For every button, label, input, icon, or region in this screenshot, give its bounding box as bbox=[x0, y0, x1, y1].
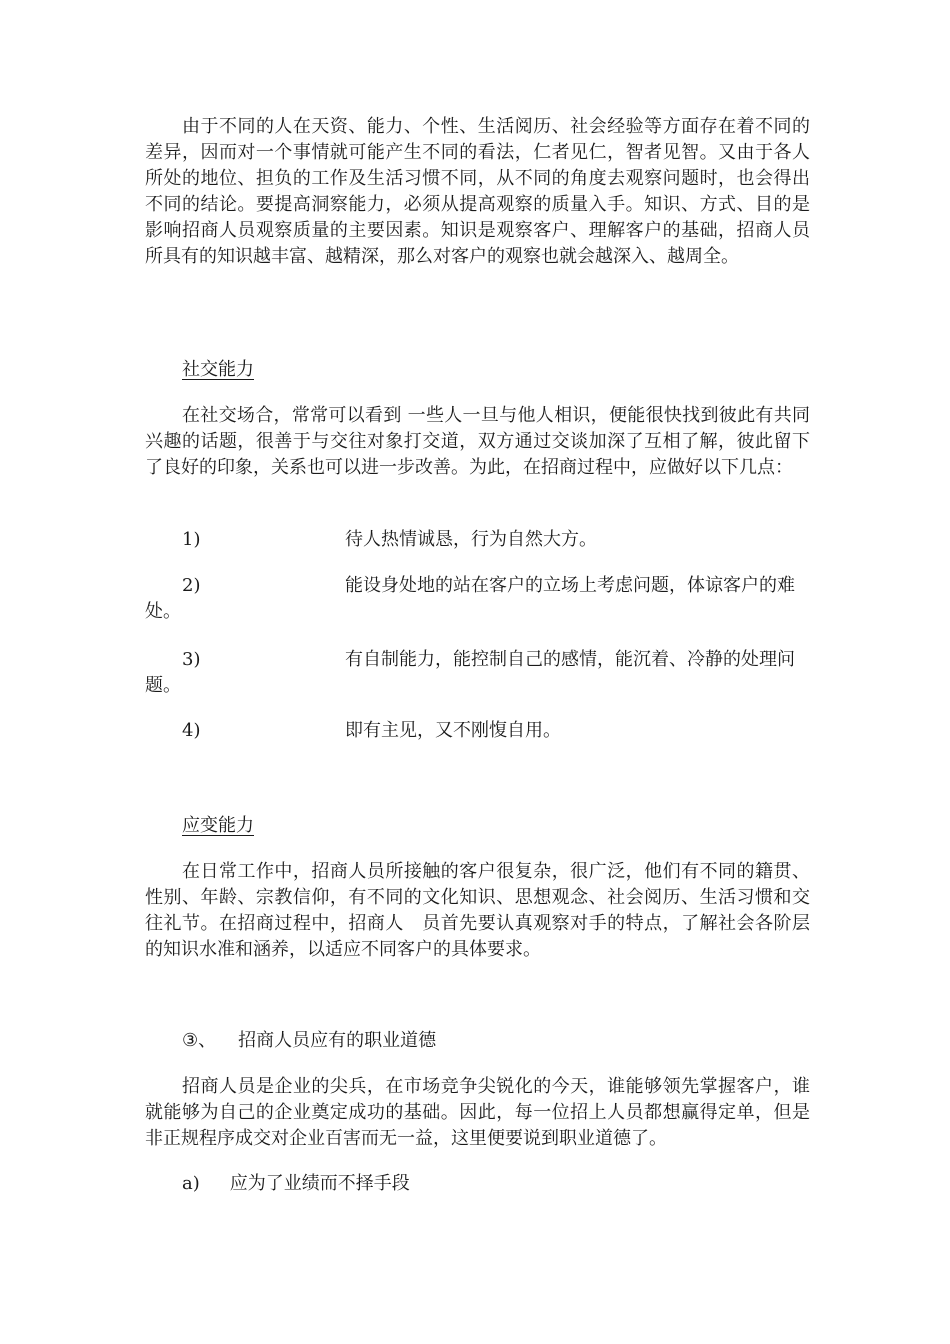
sub-item-text: 应为了业绩而不择手段 bbox=[229, 1173, 410, 1194]
section-title-ethics bbox=[182, 1028, 436, 1054]
list-item-3: 有自制能力，能控制自己的感情，能沉着、冷静的处理问题。 bbox=[145, 649, 795, 696]
sub-item-marker: a) bbox=[182, 1173, 200, 1194]
list-number-1: 1) bbox=[182, 529, 201, 550]
list-item-4: 即有主见，又不刚愎自用。 bbox=[345, 720, 561, 741]
paragraph-observation: 由于不同的人在天资、能力、个性、生活阅历、社会经验等方面存在着不同的差异，因而对一个事情就可能产生不同的看法，仁者见仁，智者见智。又由于各人所处的地位、担负的工作及生活习惯不同，从不同的角度去观察问题时，也会得出不同的结论。要提高洞察能力，必须从提高观察的质量入手。知识、方式、目的是影响招商人员观察质量的主要因素。知识是观察客户、理解客户的基础，招商人员所具有的知识越丰富、越精深，那么对客户的观察也就会越深入、越周全。 bbox=[145, 116, 810, 267]
section-title-text: 招商人员应有的职业道德 bbox=[238, 1030, 437, 1051]
paragraph-ethics: 招商人员是企业的尖兵，在市场竞争尖锐化的今天，谁能够领先掌握客户，谁就能够为自己的企业奠定成功的基础。因此，每一位招上人员都想赢得定单，但是非正规程序成交对企业百害而无一益，这里便要说到职业道德了。 bbox=[145, 1076, 810, 1149]
section-marker: ③、 bbox=[182, 1030, 217, 1051]
list-number-2: 2) bbox=[182, 575, 201, 596]
sub-item-a bbox=[182, 1171, 410, 1197]
list-item-1: 待人热情诚恳，行为自然大方。 bbox=[345, 529, 597, 550]
list-number-3: 3) bbox=[182, 649, 201, 670]
list-number-4: 4) bbox=[182, 720, 201, 741]
list-item-2: 能设身处地的站在客户的立场上考虑问题，体谅客户的难处。 bbox=[145, 575, 795, 622]
heading-social-ability: 社交能力 bbox=[182, 359, 254, 380]
paragraph-social-intro: 在社交场合，常常可以看到 一些人一旦与他人相识，便能很快找到彼此有共同兴趣的话题，很善于与交往对象打交道，双方通过交谈加深了互相了解，彼此留下了良好的印象，关系也可以进一步改善。为此，在招商过程中，应做好以下几点： bbox=[145, 405, 810, 478]
heading-adaptability: 应变能力 bbox=[182, 815, 254, 836]
paragraph-adaptability: 在日常工作中，招商人员所接触的客户很复杂，很广泛，他们有不同的籍贯、性别、年龄、宗教信仰，有不同的文化知识、思想观念、社会阅历、生活习惯和交往礼节。在招商过程中，招商人 员首先要认真观察对手的特点，了解社会各阶层的知识水准和涵养，以适应不同客户的具体要求。 bbox=[145, 861, 810, 960]
